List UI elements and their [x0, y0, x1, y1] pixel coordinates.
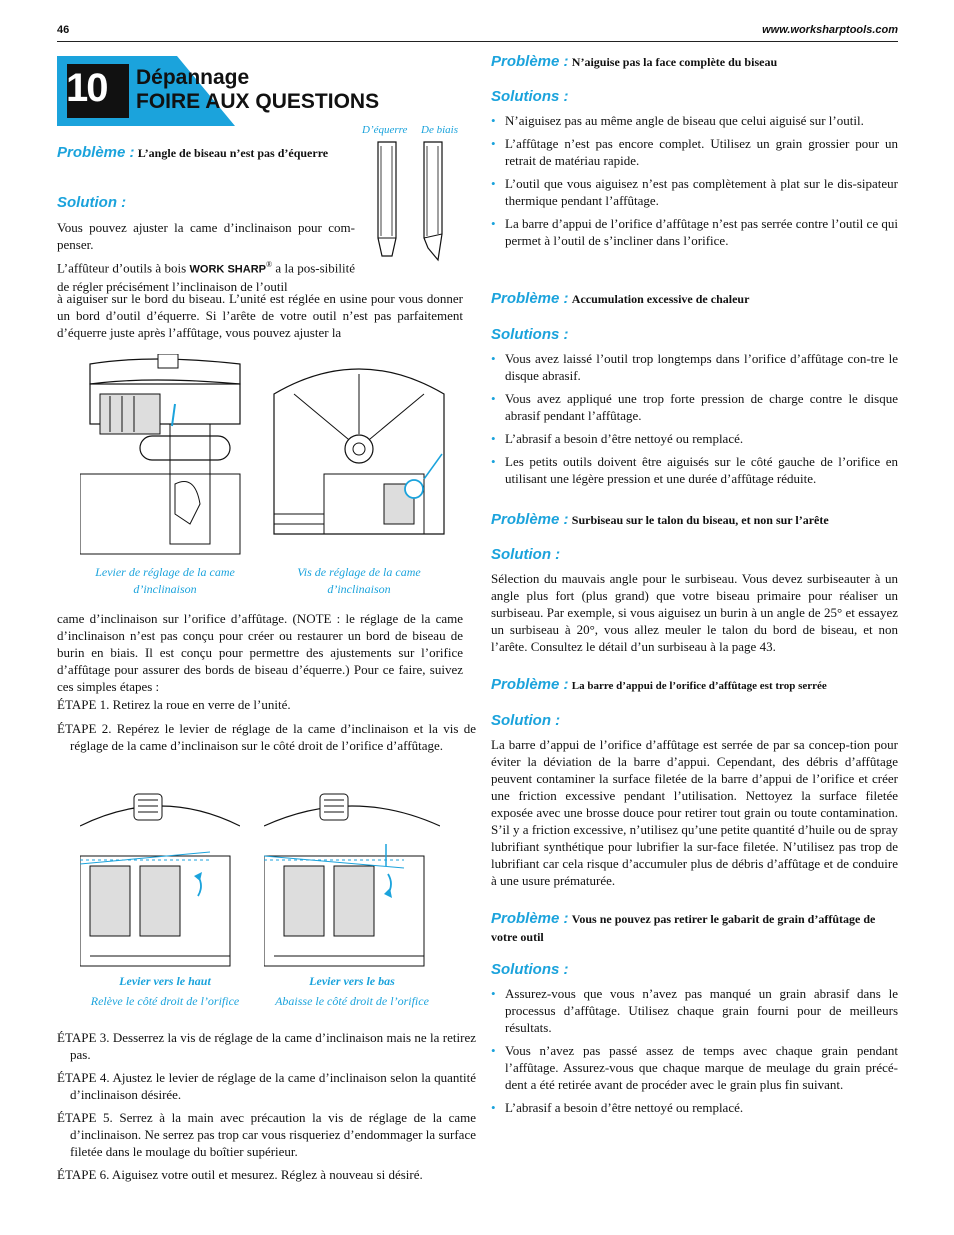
website-url[interactable]: www.worksharptools.com [762, 24, 898, 36]
list-item: • Les petits outils doivent être aiguisés sur le côté gauche de l’orifice en utilisant une légère pression et une durée d’affûtage réduite. [491, 453, 898, 487]
list-item: • Vous n’avez pas passé assez de temps avec chaque grain pendant l’affûtage. Assurez-vous que chaque marque de meulage du grain précé-dent a été retirée avant de procéder avec le grain plus fin suivant. [491, 1042, 898, 1093]
solution-1-para3: came d’inclinaison sur l’orifice d’affûtage. (NOTE : le réglage de la came d’inclinaison n’est pas conçu pour créer ou restaurer un bord de biseau de burin en biais. Il est conçu pour permettre des ajustements sur l’orifice d’affûtage pour assurer des bords de biseau d’équerre.) Pour ce faire, suivez ces simples étapes : [57, 611, 463, 694]
solution-1-para1: Vous pouvez ajuster la came d’inclinaison pour com-penser. [57, 220, 355, 252]
solutions-label: Solutions : [491, 326, 569, 343]
problem-label: Problème : [491, 676, 569, 693]
chapter-title-line2: FOIRE AUX QUESTIONS [136, 90, 380, 113]
solutions-label: Solutions : [491, 961, 569, 978]
problem-3-solutions [491, 350, 898, 493]
cam-screw-illustration [264, 354, 456, 562]
cam-lever-illustration [80, 354, 242, 562]
caption-lever-down-title: Levier vers le bas [309, 974, 395, 988]
list-item: • L’outil que vous aiguisez n’est pas complètement à plat sur le dis-sipateur thermique pendant l’affûtage. [491, 175, 898, 209]
step-5: ÉTAPE 5. Serrez à la main avec précaution la vis de réglage de la came d’inclinaison. Ne serrez pas trop car vous risqueriez d’endommager la surface filetée dans le moulage du boîtier supérieur. [57, 1110, 476, 1159]
list-item: • N’aiguisez pas au même angle de biseau que celui aiguisé sur l’outil. [491, 112, 898, 129]
solutions-label: Solutions : [491, 88, 569, 105]
problem-1 [57, 144, 352, 162]
caption-lever-down-desc: Abaisse le côté droit de l’orifice [275, 994, 429, 1008]
step-2: ÉTAPE 2. Repérez le levier de réglage de la came d’inclinaison et la vis de réglage de la came d’inclinaison sur le côté droit de l’orifice d’affûtage. [57, 721, 476, 753]
problem-1-title: L’angle de biseau n’est pas d’équerre [137, 146, 329, 160]
chisel-illustration [370, 138, 470, 268]
chisel-label-square: D’équerre [362, 124, 408, 136]
problem-5-title: La barre d’appui de l’orifice d’affûtage est trop serrée [571, 680, 827, 692]
problem-4 [491, 511, 898, 528]
list-item: • L’abrasif a besoin d’être nettoyé ou remplacé. [491, 430, 898, 447]
problem-label: Problème : [491, 511, 569, 528]
problem-6 [491, 910, 898, 946]
registered-mark: ® [265, 260, 273, 269]
caption-lever-up-desc: Relève le côté droit de l’orifice [90, 994, 240, 1008]
chapter-number: 10 [66, 66, 107, 110]
chapter-title-line1: Dépannage [136, 66, 250, 89]
problem-5 [491, 676, 898, 693]
problem-4-solution: Sélection du mauvais angle pour le surbiseau. Vous devez surbiseauter à un angle plus fort (plus grand) que votre biseau primaire pour réaliser un surbiseau. Par exemple, si vous aiguisez un burin à un angle de 25° et essayez un surbiseau à 20°, vous allez meuler le talon du bord de biseau, et non l’arête. Consultez le détail d’un surbiseau à la page 43. [491, 571, 898, 654]
problem-2 [491, 53, 898, 70]
step-4: ÉTAPE 4. Ajustez le levier de réglage de la came d’inclinaison selon la quantité d’inclinaison désirée. [57, 1070, 476, 1102]
problem-5-solution: La barre d’appui de l’orifice d’affûtage est serrée de par sa concep-tion pour éviter la déviation de la barre d’appui. Cependant, des débris d’affûtage peuvent contaminer la surface filetée de la barre d’appui de l’orifice et créer une friction excessive pendant l’utilisation. Nettoyez la surface filetée exposée avec une brosse douce pour retirer tout grain ou toute contamination. S’il y a friction excessive, n’utilisez qu’une petite quantité d’huile ou de spray lubrifiant synthétique pour lubrifier la sur-face filetée. N’utilisez pas trop de lubrifiant car cela risque d’accumuler plus de débris d’affûtage et de conduire à une usure prématurée. [491, 737, 898, 888]
problem-label: Problème : [491, 910, 569, 927]
chisel-label-skew: De biais [421, 124, 458, 136]
list-item: • La barre d’appui de l’orifice d’affûtage n’est pas serrée contre l’outil ce qui permet à l’outil de s’incliner dans l’orifice. [491, 215, 898, 249]
problem-6-solutions [491, 985, 898, 1122]
page-number: 46 [57, 24, 70, 36]
problem-4-title: Surbiseau sur le talon du biseau, et non sur l’arête [571, 513, 829, 527]
caption-cam-lever: Levier de réglage de la came d’inclinaison [95, 565, 235, 596]
list-item: • L’affûtage n’est pas encore complet. Utilisez un grain grossier pour un retrait de matériau rapide. [491, 135, 898, 169]
step-1: ÉTAPE 1. Retirez la roue en verre de l’unité. [57, 697, 291, 712]
solution-label: Solution : [491, 712, 561, 729]
list-item: • L’abrasif a besoin d’être nettoyé ou remplacé. [491, 1099, 898, 1116]
solution-label: Solution : [491, 546, 561, 563]
brand-name: WORK SHARP [189, 263, 266, 276]
list-item: • Vous avez laissé l’outil trop longtemps dans l’orifice d’affûtage con-tre le disque abrasif. [491, 350, 898, 384]
list-item: • Assurez-vous que vous n’avez pas manqué un grain abrasif dans le processus d’affûtage. Utilisez chaque grain fourni pour de meilleurs résultats. [491, 985, 898, 1036]
step-6: ÉTAPE 6. Aiguisez votre outil et mesurez. Réglez à nouveau si désiré. [57, 1167, 423, 1182]
solution-1-para2-end: a la pos-sibilité de régler précisément l’inclinaison de l’outil [57, 260, 355, 295]
list-item: • Vous avez appliqué une trop forte pression de charge contre le disque abrasif pendant l’affûtage. [491, 390, 898, 424]
step-3: ÉTAPE 3. Desserrez la vis de réglage de la came d’inclinaison mais ne la retirez pas. [57, 1030, 476, 1062]
problem-2-title: N’aiguise pas la face complète du biseau [571, 55, 778, 69]
lever-up-illustration [80, 786, 240, 974]
header-rule [57, 41, 898, 42]
caption-lever-up-title: Levier vers le haut [119, 974, 211, 988]
problem-2-solutions [491, 112, 898, 255]
problem-6-title: Vous ne pouvez pas retirer le gabarit de grain d’affûtage de votre outil [491, 912, 876, 944]
problem-3 [491, 290, 898, 307]
solution-label: Solution : [57, 194, 127, 211]
solution-1-para2-cont: à aiguiser sur le bord du biseau. L’unité est réglée en usine pour vous donner un bord d’outil d’équerre. Si l’arête de votre outil n’est pas parfaitement d’équerre juste après l’affûtage, vous pouvez ajuster la [57, 291, 463, 340]
problem-3-title: Accumulation excessive de chaleur [571, 292, 750, 306]
problem-label: Problème : [491, 53, 569, 70]
problem-label: Problème : [491, 290, 569, 307]
caption-cam-screw: Vis de réglage de la came d’inclinaison [297, 565, 421, 596]
problem-label: Problème : [57, 144, 135, 161]
chapter-title [136, 66, 379, 114]
solution-1-para2-start: L’affûteur d’outils à bois [57, 260, 190, 276]
lever-down-illustration [264, 786, 440, 974]
